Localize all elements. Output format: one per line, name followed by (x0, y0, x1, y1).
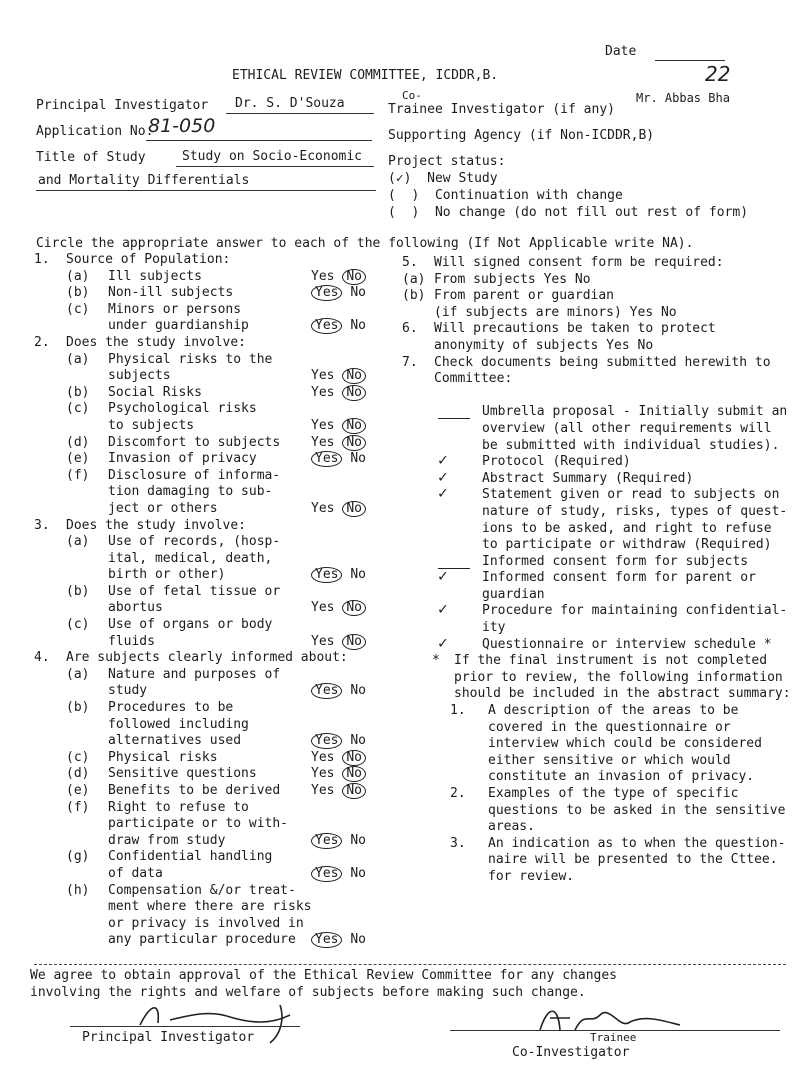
question-sub-letter: (e) (66, 451, 90, 467)
left-question-line (34, 352, 399, 369)
question-text: Procedure for maintaining confidential- (482, 603, 788, 619)
left-question-line (34, 883, 399, 900)
question-text: Are subjects clearly informed about: (66, 650, 348, 666)
yes-option: Yes (311, 683, 342, 699)
left-question-line (34, 401, 399, 418)
check-mark-icon: ✓ (438, 632, 448, 652)
question-text: Invasion of privacy (108, 451, 257, 467)
question-text: areas. (488, 819, 535, 835)
left-question-line (34, 269, 399, 286)
application-label: Application No. (36, 124, 154, 139)
question-text: Committee: (434, 371, 513, 387)
right-question-line (402, 537, 797, 554)
right-question-line (402, 703, 797, 720)
no-option: No (350, 318, 366, 334)
yes-option: Yes (311, 766, 335, 782)
left-question-line (34, 584, 399, 601)
no-option: No (350, 285, 366, 301)
yes-option: Yes (311, 318, 342, 334)
pi-line (226, 113, 374, 114)
right-question-line (402, 670, 797, 687)
question-text: nature of study, risks, types of quest- (482, 503, 788, 519)
question-text: to subjects (108, 417, 195, 433)
right-question-line (402, 836, 797, 853)
question-number: * (432, 653, 440, 669)
question-text: Use of records, (hosp- (108, 534, 281, 550)
no-option: No (342, 385, 366, 401)
yes-no-answer (311, 285, 366, 302)
left-question-line (34, 899, 399, 916)
agreement-line1: We agree to obtain approval of the Ethical Review Committee for any changes (30, 968, 617, 983)
right-question-line (402, 404, 797, 421)
question-text: constitute an invasion of privacy. (488, 769, 755, 785)
question-text: any particular procedure (108, 932, 296, 948)
left-question-line (34, 800, 399, 817)
left-question-line (34, 335, 399, 352)
question-sub-letter: (b) (66, 583, 90, 599)
question-text: ment where there are risks (108, 899, 312, 915)
left-question-line (34, 385, 399, 402)
right-question-line (402, 450, 797, 471)
yes-option: Yes (311, 633, 335, 649)
right-question-line (402, 852, 797, 869)
yes-no-answer (311, 418, 366, 435)
question-number: 5. (402, 255, 418, 270)
right-question-line (402, 483, 797, 504)
question-text: birth or other) (108, 567, 226, 583)
question-text: questions to be asked in the sensitive (488, 802, 786, 818)
left-question-line (34, 468, 399, 485)
question-number: 3. (450, 835, 466, 851)
supporting-label: Supporting Agency (if Non-ICDDR,B) (388, 128, 655, 143)
yes-option: Yes (311, 866, 342, 882)
right-question-line (402, 388, 797, 405)
right-question-line (402, 736, 797, 753)
trainee-label: Trainee Investigator (if any) (388, 102, 615, 117)
right-question-line (402, 869, 797, 886)
question-text: From parent or guardian (434, 288, 615, 304)
left-question-line (34, 634, 399, 651)
no-option: No (342, 766, 366, 782)
title-line2 (36, 190, 376, 191)
yes-no-answer (311, 451, 366, 468)
question-text: anonymity of subjects Yes No (434, 337, 654, 353)
question-text: (if subjects are minors) Yes No (434, 304, 677, 320)
left-question-line (34, 435, 399, 452)
no-option: No (342, 750, 366, 766)
pi-value: Dr. S. D'Souza (235, 96, 345, 111)
right-question-line (402, 803, 797, 820)
question-sub-letter: (a) (66, 534, 90, 550)
no-option: No (342, 435, 366, 451)
left-question-line (34, 418, 399, 435)
no-option: No (350, 865, 366, 881)
right-question-line (402, 620, 797, 637)
yes-option: Yes (311, 567, 342, 583)
right-question-line (402, 521, 797, 538)
yes-option: Yes (311, 268, 335, 284)
check-mark-icon: ✓ (438, 466, 448, 486)
yes-no-answer (311, 750, 366, 767)
question-sub-letter: (b) (66, 285, 90, 301)
yes-no-answer (311, 932, 366, 949)
co-prefix: Co- (402, 89, 422, 102)
question-text: tion damaging to sub- (108, 484, 273, 500)
committee-title: ETHICAL REVIEW COMMITTEE, ICDDR,B. (232, 68, 499, 83)
right-question-line (402, 786, 797, 803)
application-value: 81-050 (148, 115, 216, 137)
no-option: No (342, 634, 366, 650)
right-question-line (402, 599, 797, 620)
question-text: be submitted with individual studies). (482, 437, 780, 453)
right-question-line (402, 255, 797, 272)
question-text: participate or to with- (108, 816, 289, 832)
question-text: prior to review, the following information (454, 669, 783, 685)
right-question-line (402, 769, 797, 786)
right-question-line (402, 554, 797, 571)
question-text: to participate or withdraw (Required) (482, 537, 772, 553)
question-text: or privacy is involved in (108, 915, 304, 931)
yes-no-answer (311, 833, 366, 850)
question-text: overview (all other requirements will (482, 420, 772, 436)
yes-no-answer (311, 368, 366, 385)
question-text: for review. (488, 868, 575, 884)
left-question-line (34, 368, 399, 385)
pi-label: Principal Investigator (36, 98, 209, 113)
question-text: Physical risks to the (108, 351, 273, 367)
question-sub-letter: (a) (66, 268, 90, 284)
question-text: Confidential handling (108, 849, 273, 865)
question-text: A description of the areas to be (488, 703, 739, 719)
question-text: Social Risks (108, 384, 202, 400)
no-option: No (342, 501, 366, 517)
question-number: 2. (34, 334, 50, 350)
yes-option: Yes (311, 384, 335, 400)
question-sub-letter: (a) (66, 351, 90, 367)
question-text: abortus (108, 600, 163, 616)
question-number: 2. (450, 786, 466, 801)
right-question-line (402, 321, 797, 338)
question-text: Does the study involve: (66, 334, 247, 350)
title-value-line1: Study on Socio-Economic (182, 149, 363, 164)
right-question-line (402, 632, 797, 654)
question-text: Statement given or read to subjects on (482, 487, 780, 503)
question-text: Umbrella proposal - Initially submit an (482, 404, 788, 420)
right-question-line (402, 587, 797, 604)
question-text: Minors or persons (108, 301, 242, 317)
right-question-line (402, 305, 797, 322)
right-question-line (402, 438, 797, 455)
question-text: draw from study (108, 832, 226, 848)
yes-no-answer (311, 634, 366, 651)
title-line1 (176, 166, 374, 167)
left-question-line (34, 849, 399, 866)
no-option: No (342, 600, 366, 616)
left-question-line (34, 766, 399, 783)
question-text: Disclosure of informa- (108, 467, 281, 483)
left-question-line (34, 683, 399, 700)
right-question-line (402, 466, 797, 488)
check-mark-icon: ✓ (438, 450, 448, 470)
left-question-line (34, 916, 399, 933)
question-text: Procedures to be (108, 700, 234, 716)
question-text: Does the study involve: (66, 517, 247, 533)
instructions: Circle the appropriate answer to each of the following (If Not Applicable write NA). (36, 236, 694, 251)
yes-option: Yes (311, 368, 335, 384)
no-option: No (350, 932, 366, 948)
yes-option: Yes (311, 600, 335, 616)
right-question-line (402, 272, 797, 289)
right-question-line (402, 653, 797, 670)
left-question-line (34, 866, 399, 883)
question-text: Use of fetal tissue or (108, 583, 281, 599)
yes-no-answer (311, 866, 366, 883)
question-text: should be included in the abstract summary: (454, 686, 791, 702)
question-text: Psychological risks (108, 401, 257, 417)
question-text: ital, medical, death, (108, 550, 273, 566)
question-sub-letter: (f) (66, 467, 90, 483)
left-question-line (34, 534, 399, 551)
left-question-line (34, 252, 399, 269)
question-text: If the final instrument is not completed (454, 653, 768, 669)
question-sub-letter: (a) (66, 666, 90, 682)
right-question-line (402, 819, 797, 836)
status-option-continuation: ( ) Continuation with change (388, 188, 623, 203)
left-question-line (34, 600, 399, 617)
question-text: Examples of the type of specific (488, 786, 739, 801)
question-text: ions to be asked, and right to refuse (482, 520, 772, 536)
left-question-line (34, 667, 399, 684)
left-question-line (34, 932, 399, 949)
yes-no-answer (311, 766, 366, 783)
footer-rule (34, 964, 786, 965)
question-text: Questionnaire or interview schedule * (482, 636, 772, 652)
left-question-line (34, 783, 399, 800)
handwritten-number: 22 (705, 62, 731, 86)
left-question-line (34, 285, 399, 302)
status-option-new: (✓) New Study (388, 171, 498, 186)
question-text: Source of Population: (66, 252, 231, 267)
question-text: Right to refuse to (108, 799, 249, 815)
no-option: No (342, 368, 366, 384)
question-text: under guardianship (108, 318, 249, 334)
title-value-line2: and Mortality Differentials (38, 173, 250, 188)
yes-option: Yes (311, 833, 342, 849)
yes-no-answer (311, 733, 366, 750)
left-question-line (34, 551, 399, 568)
right-question-line (402, 421, 797, 438)
yes-option: Yes (311, 733, 342, 749)
no-option: No (350, 451, 366, 467)
check-mark-icon: ✓ (438, 483, 448, 503)
question-text: Sensitive questions (108, 766, 257, 782)
question-sub-letter: (b) (66, 700, 90, 716)
yes-option: Yes (311, 749, 335, 765)
left-question-line (34, 833, 399, 850)
question-text: An indication as to when the question- (488, 835, 786, 851)
check-mark-icon: ✓ (438, 599, 448, 619)
no-option: No (342, 418, 366, 434)
check-mark-icon: ✓ (395, 171, 404, 186)
question-text: followed including (108, 716, 249, 732)
left-question-line (34, 750, 399, 767)
trainee-value: Mr. Abbas Bha (636, 91, 730, 105)
yes-no-answer (311, 385, 366, 402)
question-text: interview which could be considered (488, 736, 762, 752)
right-question-line (402, 288, 797, 305)
question-number: 1. (450, 703, 466, 719)
right-question-line (402, 686, 797, 703)
question-sub-letter: (f) (66, 799, 90, 815)
question-text: Benefits to be derived (108, 783, 281, 798)
question-sub-letter: (c) (66, 301, 90, 317)
question-text: naire will be presented to the Cttee. (488, 852, 778, 868)
yes-option: Yes (311, 932, 342, 948)
yes-no-answer (311, 600, 366, 617)
question-text: Ill subjects (108, 268, 202, 284)
question-sub-letter: (b) (66, 384, 90, 400)
date-label: Date (605, 44, 637, 59)
question-sub-letter: (c) (66, 617, 90, 633)
right-question-list (402, 255, 797, 886)
question-text: Protocol (Required) (482, 454, 631, 470)
no-option: No (350, 683, 366, 699)
agreement-line2: involving the rights and welfare of subjects before making such change. (30, 985, 586, 1000)
question-number: 7. (402, 354, 418, 370)
question-sub-letter: (d) (66, 766, 90, 782)
pi-signature-label: Principal Investigator (82, 1030, 255, 1045)
yes-option: Yes (311, 783, 335, 798)
application-line (146, 140, 372, 141)
yes-no-answer (311, 269, 366, 286)
right-question-line (402, 355, 797, 372)
question-text: Use of organs or body (108, 617, 273, 633)
status-option-no-change: ( ) No change (do not fill out rest of form) (388, 205, 749, 220)
question-sub-letter: (e) (66, 783, 90, 798)
right-question-line (402, 504, 797, 521)
no-option: No (350, 832, 366, 848)
question-number: 4. (34, 650, 50, 666)
question-text: Abstract Summary (Required) (482, 470, 694, 486)
question-text: study (108, 683, 148, 699)
question-sub-letter: (c) (66, 749, 90, 765)
left-question-line (34, 733, 399, 750)
left-question-line (34, 518, 399, 535)
question-number: 6. (402, 321, 418, 337)
question-text: of data (108, 865, 163, 881)
question-text: Informed consent form for parent or (482, 570, 756, 586)
project-status-label: Project status: (388, 154, 506, 169)
yes-no-answer (311, 501, 366, 518)
question-text: Physical risks (108, 749, 218, 765)
question-text: covered in the questionnaire or (488, 719, 731, 735)
pi-signature-line (70, 1026, 300, 1027)
no-option: No (350, 567, 366, 583)
yes-no-answer (311, 783, 366, 800)
left-question-line (34, 567, 399, 584)
check-mark-icon: ✓ (438, 566, 448, 586)
question-text: either sensitive or which would (488, 752, 731, 768)
blank-check-line (438, 418, 470, 419)
question-text: Will signed consent form be required: (434, 255, 724, 270)
no-option: No (342, 269, 366, 285)
right-question-line (402, 720, 797, 737)
question-number: 1. (34, 252, 50, 267)
question-text: From subjects Yes No (434, 271, 591, 287)
yes-option: Yes (311, 417, 335, 433)
question-number: 3. (34, 517, 50, 533)
left-question-line (34, 816, 399, 833)
left-question-line (34, 650, 399, 667)
yes-option: Yes (311, 500, 335, 516)
yes-option: Yes (311, 451, 342, 467)
question-text: ity (482, 620, 506, 636)
left-question-line (34, 501, 399, 518)
no-option: No (342, 783, 366, 799)
question-text: fluids (108, 633, 155, 649)
question-text: guardian (482, 586, 545, 602)
left-question-line (34, 451, 399, 468)
question-sub-letter: (c) (66, 401, 90, 417)
yes-no-answer (311, 435, 366, 452)
co-investigator-label: Co-Investigator (512, 1045, 630, 1060)
left-question-line (34, 484, 399, 501)
question-text: Check documents being submitted herewith to (434, 354, 771, 370)
question-text: Will precautions be taken to protect (434, 321, 716, 337)
question-text: subjects (108, 368, 171, 384)
left-question-line (34, 617, 399, 634)
question-text: Nature and purposes of (108, 666, 281, 682)
question-text: ject or others (108, 500, 218, 516)
left-question-line (34, 717, 399, 734)
yes-option: Yes (311, 434, 335, 450)
trainee-crossed-label: Trainee (590, 1031, 637, 1044)
no-option: No (350, 733, 366, 749)
question-sub-letter: (g) (66, 849, 90, 865)
left-question-line (34, 700, 399, 717)
left-question-line (34, 318, 399, 335)
question-text: Compensation &/or treat- (108, 882, 296, 898)
right-question-line (402, 338, 797, 355)
question-text: Informed consent form for subjects (482, 553, 749, 569)
yes-no-answer (311, 318, 366, 335)
yes-no-answer (311, 683, 366, 700)
left-question-line (34, 302, 399, 319)
right-question-line (402, 566, 797, 587)
question-text: Discomfort to subjects (108, 434, 281, 450)
question-number: (a) (402, 271, 426, 287)
yes-no-answer (311, 567, 366, 584)
question-sub-letter: (h) (66, 882, 90, 898)
question-text: Non-ill subjects (108, 285, 234, 301)
date-line (655, 60, 725, 61)
right-question-line (402, 371, 797, 388)
question-sub-letter: (d) (66, 434, 90, 450)
question-number: (b) (402, 288, 426, 304)
title-label: Title of Study (36, 150, 146, 165)
question-text: alternatives used (108, 733, 242, 749)
left-question-list (34, 252, 399, 949)
yes-option: Yes (311, 285, 342, 301)
right-question-line (402, 753, 797, 770)
